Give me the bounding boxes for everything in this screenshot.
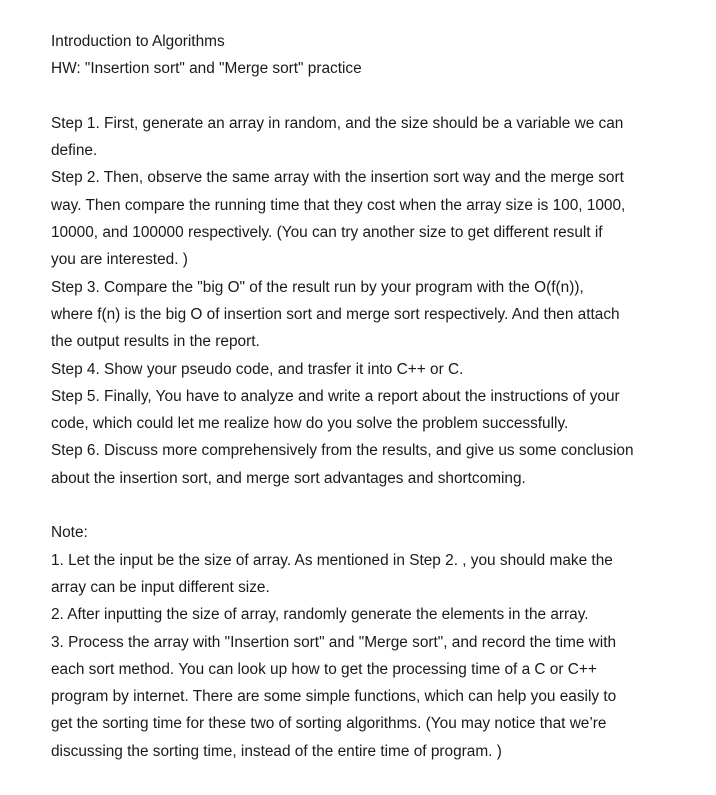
step-line: Step 4. Show your pseudo code, and trasfer it into C++ or C. <box>51 360 464 378</box>
step-line: you are interested. ) <box>51 251 188 269</box>
note-line: program by internet. There are some simple functions, which can help you easily to <box>51 688 617 706</box>
step-line: Step 1. First, generate an array in random, and the size should be a variable we can <box>51 114 624 132</box>
note-item-1 <box>51 547 691 602</box>
step-line: Step 5. Finally, You have to analyze and write a report about the instructions of your <box>51 387 620 405</box>
note-line: 1. Let the input be the size of array. As mentioned in Step 2. , you should make the <box>51 551 613 569</box>
step-line: where f(n) is the big O of insertion sort and merge sort respectively. And then attach <box>51 305 620 323</box>
step-line: about the insertion sort, and merge sort advantages and shortcoming. <box>51 469 526 487</box>
note-item-2 <box>51 601 691 628</box>
step-3 <box>51 274 691 356</box>
course-title: Introduction to Algorithms <box>51 33 225 50</box>
step-line: Step 6. Discuss more comprehensively from the results, and give us some conclusion <box>51 442 634 460</box>
step-line: code, which could let me realize how do you solve the problem successfully. <box>51 415 569 433</box>
assignment-title: HW: "Insertion sort" and "Merge sort" practice <box>51 60 362 78</box>
spacer <box>51 83 691 110</box>
step-1 <box>51 110 691 165</box>
note-section <box>51 519 691 765</box>
note-heading: Note: <box>51 524 88 542</box>
step-line: way. Then compare the running time that they cost when the array size is 100, 1000, <box>51 196 626 214</box>
document-page <box>51 28 691 765</box>
note-line: get the sorting time for these two of sorting algorithms. (You may notice that we’re <box>51 715 607 733</box>
step-5 <box>51 383 691 438</box>
step-line: the output results in the report. <box>51 333 260 351</box>
note-item-3 <box>51 629 691 765</box>
step-6 <box>51 437 691 492</box>
step-line: 10000, and 100000 respectively. (You can try another size to get different result if <box>51 224 603 242</box>
step-line: define. <box>51 142 98 160</box>
note-line: discussing the sorting time, instead of the entire time of program. ) <box>51 742 502 760</box>
note-line: 3. Process the array with "Insertion sort" and "Merge sort", and record the time with <box>51 633 617 651</box>
note-line: 2. After inputting the size of array, randomly generate the elements in the array. <box>51 606 589 624</box>
spacer <box>51 492 691 519</box>
note-line: each sort method. You can look up how to get the processing time of a C or C++ <box>51 660 597 678</box>
note-line: array can be input different size. <box>51 578 270 596</box>
step-line: Step 2. Then, observe the same array with the insertion sort way and the merge sort <box>51 169 624 187</box>
step-4 <box>51 356 691 383</box>
step-line: Step 3. Compare the "big O" of the result run by your program with the O(f(n)), <box>51 278 584 296</box>
step-2 <box>51 164 691 273</box>
steps-section <box>51 110 691 492</box>
